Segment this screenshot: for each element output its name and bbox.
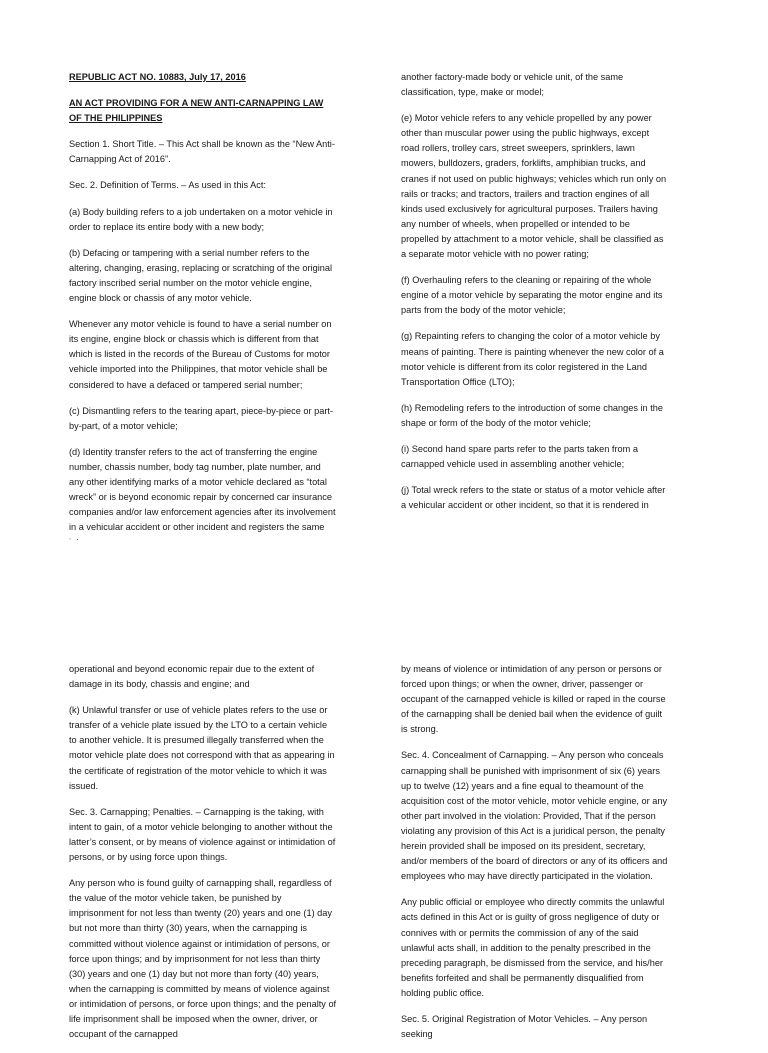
paragraph: (e) Motor vehicle refers to any vehicle propelled by any power other than muscular power using the public highways, except road rollers, trolley cars, street sweepers, sprinklers, lawn mowers, bulldozers, graders, forklifts, amphibian trucks, and cranes if not used on public highways; vehicles which run only on rails or tracks; and tractors, trailers and traction engines of all kinds used exclusively for agricultural purposes. Trailers having any number of wheels, when propelled or intended to be propelled by attachment to a motor vehicle, shall be classified as a separate motor vehicle with no power rating;: [401, 113, 667, 260]
page-gap: [0, 540, 768, 655]
paragraph: (f) Overhauling refers to the cleaning or repairing of the whole engine of a motor vehicle by separating the motor engine and its parts from the body of the motor vehicle;: [401, 275, 663, 316]
right-column-top: [401, 70, 669, 524]
paragraph: (c) Dismantling refers to the tearing apart, piece-by-piece or part-by-part, of a motor vehicle;: [69, 405, 333, 431]
paragraph: Sec. 4. Concealment of Carnapping. – Any person who conceals carnapping shall be punished with imprisonment of six (6) years up to twelve (12) years and a fine equal to theamount of the acquisition cost of the motor vehicle, motor vehicle engine, or any other part involved in the violation: Provided, That if the person violating any provision of this Act is a juridical person, the penalty herein provided shall be imposed on its president, secretary, and/or members of the board of directors or any of its officers and employees who may have directly participated in the violation.: [401, 750, 668, 882]
act-number-heading: REPUBLIC ACT NO. 10883, July 17, 2016: [69, 72, 246, 82]
paragraph: Whenever any motor vehicle is found to have a serial number on its engine, engine block or chassis which is different from that which is listed in the records of the Bureau of Customs for motor vehicle imported into the Philippines, that motor vehicle shall be considered to have a defaced or tampered serial number;: [69, 319, 332, 390]
paragraph: (g) Repainting refers to changing the color of a motor vehicle by means of painting. There is painting whenever the new color of a motor vehicle is different from its color registered in the Land Transportation Office (LTO);: [401, 331, 664, 387]
paragraph: operational and beyond economic repair due to the extent of damage in its body, chassis and engine; and: [69, 664, 315, 690]
paragraph: Any person who is found guilty of carnapping shall, regardless of the value of the motor vehicle taken, be punished by imprisonment for not less than twenty (20) years and one (1) day but not more than thirty (30) years, when the carnapping is committed without violence against or intimidation of persons, or force upon things; and by imprisonment for not less than thirty (30) years and one (1) day but not more than forty (40) years, when the carnapping is committed by means of violence against or intimidation of persons, or force upon things; and the penalty of life imprisonment shall be imposed when the owner, driver, or occupant of the carnapped: [69, 878, 337, 1040]
left-column-top: [69, 70, 337, 561]
paragraph: (b) Defacing or tampering with a serial number refers to the altering, changing, erasing, replacing or scratching of the original factory inscribed serial number on the motor vehicle engine, engine block or chassis of any motor vehicle.: [69, 247, 333, 304]
paragraph: (a) Body building refers to a job undertaken on a motor vehicle in order to replace its entire body with a new body;: [69, 206, 333, 232]
paragraph: another factory-made body or vehicle unit, of the same classification, type, make or model;: [401, 72, 624, 98]
right-column-bottom: [401, 662, 669, 1053]
paragraph: Section 1. Short Title. – This Act shall be known as the “New Anti-Carnapping Act of 2016”.: [69, 139, 335, 165]
document-page-bottom: [0, 655, 768, 1040]
paragraph: (j) Total wreck refers to the state or status of a motor vehicle after a vehicular accident or other incident, so that it is rendered in: [401, 485, 666, 511]
paragraph: (i) Second hand spare parts refer to the parts taken from a carnapped vehicle used in assembling another vehicle;: [401, 443, 638, 470]
paragraph: Sec. 2. Definition of Terms. – As used in this Act:: [69, 180, 266, 191]
paragraph: (d) Identity transfer refers to the act of transferring the engine number, chassis number, body tag number, plate number, and any other identifying marks of a motor vehicle declared as “total wreck” or is beyond economic repair by concerned car insurance companies and/or law enforcement agencies after its involvement in a vehicular accident or other incident and registers the same: [69, 446, 336, 533]
paragraph: (k) Unlawful transfer or use of vehicle plates refers to the use or transfer of a vehicle plate issued by the LTO to a certain vehicle to another vehicle. It is presumed illegally transferred when the motor vehicle plate does not correspond with that as appearing in the certificate of registration of the motor vehicle to which it was issued.: [69, 705, 335, 791]
paragraph: Sec. 3. Carnapping; Penalties. – Carnapping is the taking, with intent to gain, of a motor vehicle belonging to another without the latter’s consent, or by means of violence against or intimidation of persons, or by using force upon things.: [69, 806, 336, 863]
paragraph: Sec. 5. Original Registration of Motor Vehicles. – Any person seeking: [401, 1013, 648, 1040]
paragraph: Any public official or employee who directly commits the unlawful acts defined in this Act or is guilty of gross negligence of duty or connives with or permits the commission of any of the said unlawful acts shall, in addition to the penalty prescribed in the preceding paragraph, be dismissed from the service, and his/her benefits forfeited and shall be permanently disqualified from holding public office.: [401, 897, 665, 998]
act-title-heading: AN ACT PROVIDING FOR A NEW ANTI-CARNAPPING LAW OF THE PHILIPPINES: [69, 98, 324, 124]
left-column-bottom: [69, 662, 337, 1053]
paragraph: by means of violence or intimidation of any person or persons or forced upon things; or when the owner, driver, passenger or occupant of the carnapped vehicle is killed or raped in the course of the carnapping shall be denied bail when the evidence of guilt is strong.: [401, 664, 666, 735]
paragraph: (h) Remodeling refers to the introduction of some changes in the shape or form of the body of the motor vehicle;: [401, 402, 663, 428]
